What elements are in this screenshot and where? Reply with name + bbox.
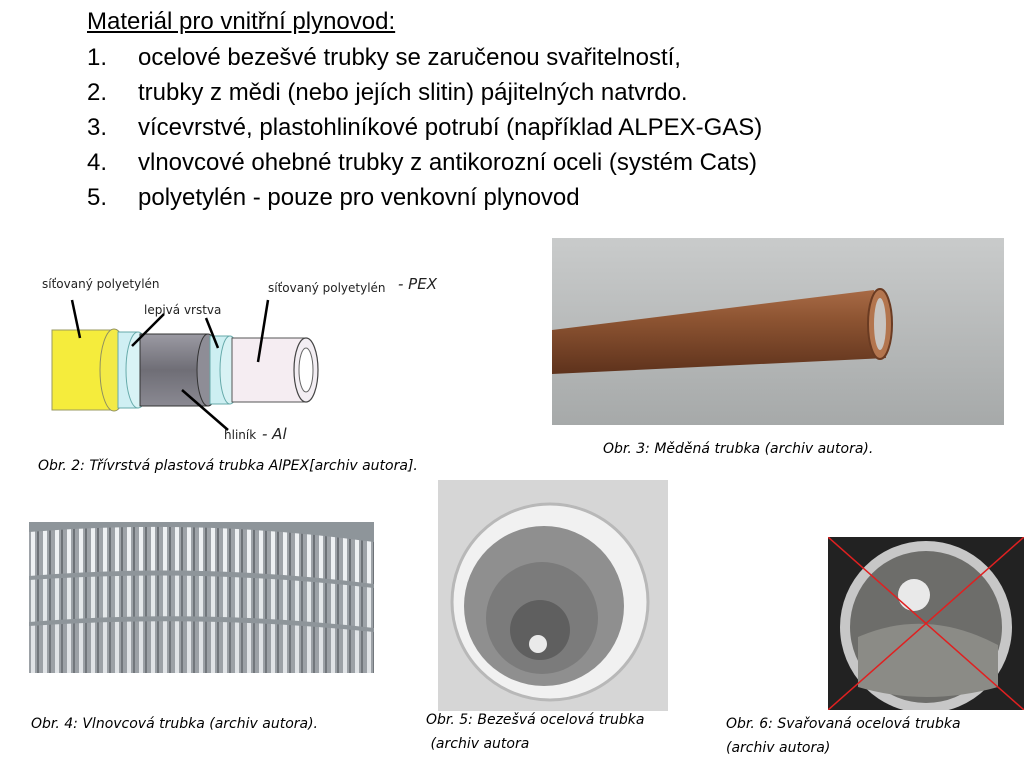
- corrugated-pipe-photo: [29, 522, 374, 673]
- seamless-steel-pipe-photo: [438, 480, 668, 711]
- caption-fig3: Obr. 3: Měděná trubka (archiv autora).: [603, 441, 874, 457]
- caption-fig4: Obr. 4: Vlnovcová trubka (archiv autora).: [31, 716, 319, 732]
- label-inner-pe: síťovaný polyetylén: [268, 281, 386, 295]
- label-pex: - PEX: [398, 275, 437, 293]
- list-item: 2. trubky z mědi (nebo jejích slitin) pájitelných natvrdo.: [87, 79, 688, 106]
- caption-fig6-line2: (archiv autora): [726, 740, 831, 756]
- list-item: 4. vlnovcové ohebné trubky z antikorozní oceli (systém Cats): [87, 149, 757, 176]
- label-adhesive: lepivá vrstva: [144, 303, 222, 317]
- caption-fig2: Obr. 2: Třívrstvá plastová trubka AlPEX[archiv autora].: [38, 458, 418, 474]
- caption-fig5-line1: Obr. 5: Bezešvá ocelová trubka: [426, 712, 645, 728]
- list-item: 1. ocelové bezešvé trubky se zaručenou svařitelností,: [87, 44, 681, 71]
- list-item: 3. vícevrstvé, plastohliníkové potrubí (například ALPEX-GAS): [87, 114, 763, 141]
- caption-fig6-line1: Obr. 6: Svařovaná ocelová trubka: [726, 716, 961, 732]
- list-item: 5. polyetylén - pouze pro venkovní plynovod: [87, 184, 580, 211]
- caption-fig5-line2: (archiv autora: [426, 736, 530, 752]
- welded-steel-pipe-photo: [828, 537, 1024, 710]
- label-al: - Al: [262, 425, 287, 443]
- copper-pipe-photo: [552, 238, 1004, 425]
- page-title: Materiál pro vnitřní plynovod:: [87, 8, 396, 35]
- materials-list: [87, 40, 762, 215]
- label-aluminium: hliník: [224, 428, 257, 442]
- alpex-pipe-diagram: [36, 262, 456, 447]
- label-outer-pe: síťovaný polyetylén: [42, 277, 160, 291]
